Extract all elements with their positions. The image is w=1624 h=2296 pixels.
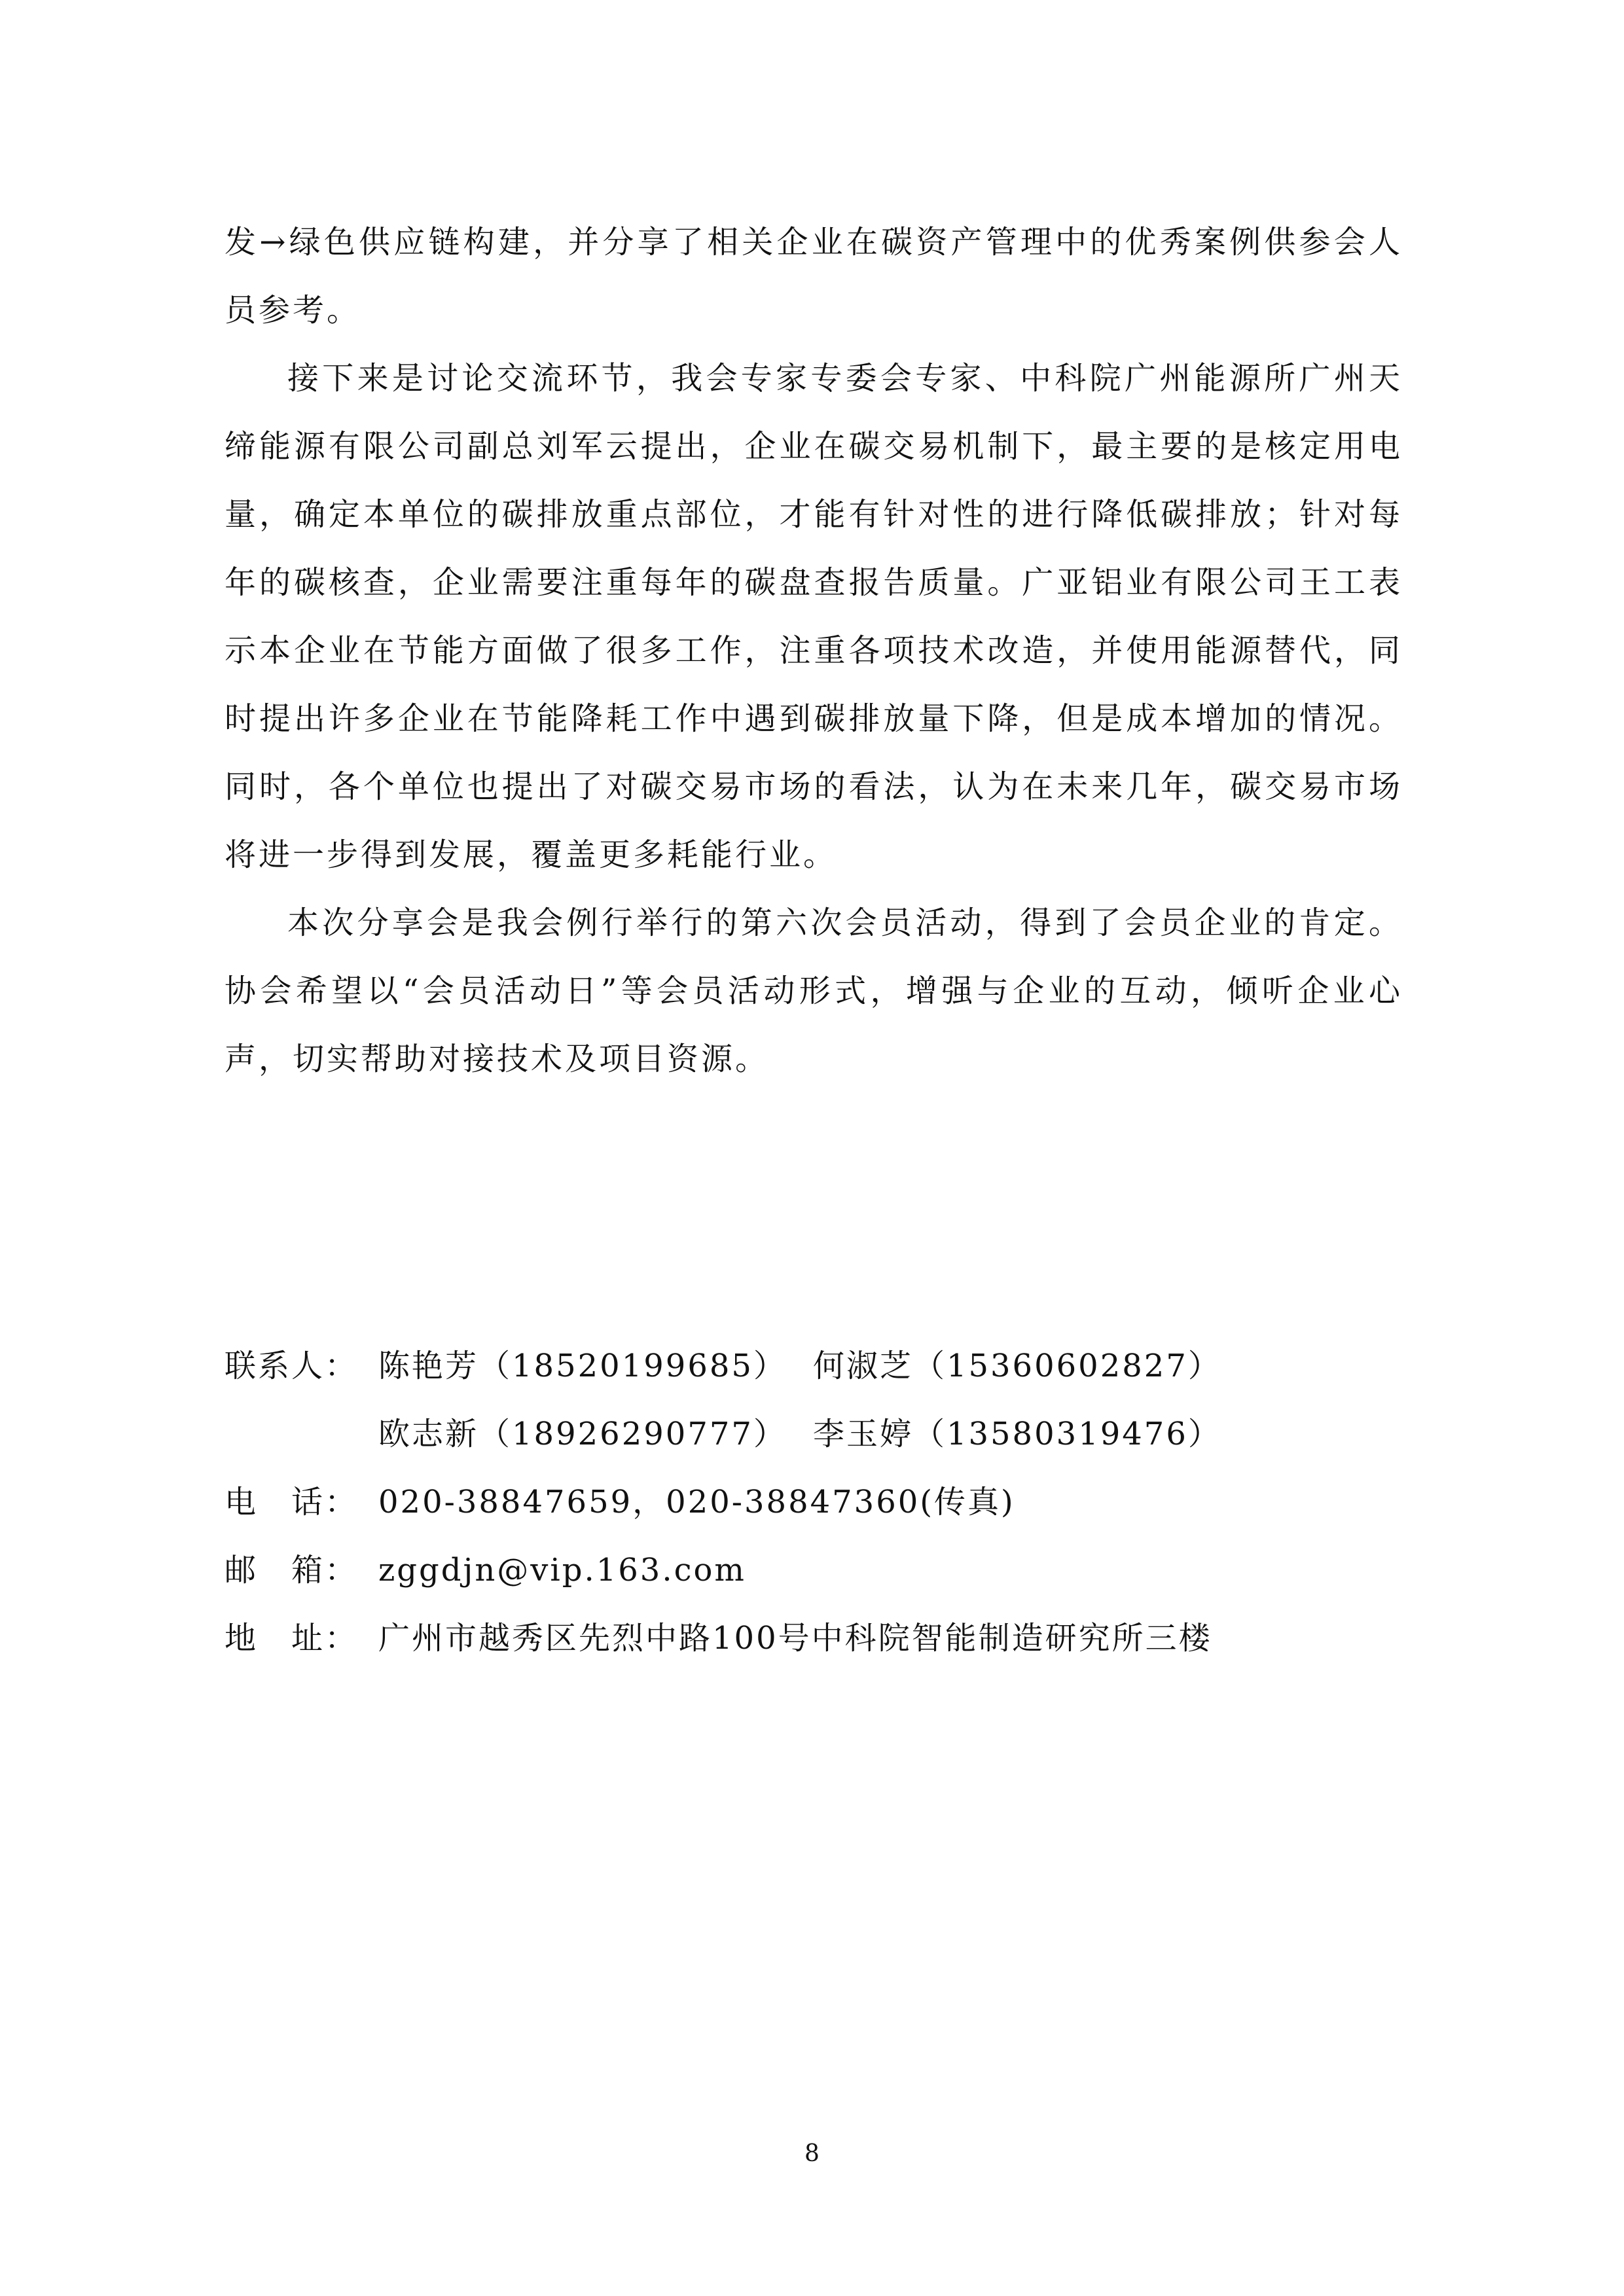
- contact-label: 联系人：: [225, 1348, 359, 1384]
- email-label: 邮 箱：: [225, 1552, 359, 1588]
- contact-person: 何淑芝（15360602827）: [812, 1348, 1221, 1384]
- email-value[interactable]: zggdjn@vip.163.com: [378, 1552, 746, 1588]
- paragraph-discussion: 接下来是讨论交流环节，我会专家专委会专家、中科院广州能源所广州天缔能源有限公司副总刘军云提出，企业在碳交易机制下，最主要的是核定用电量，确定本单位的碳排放重点部位，才能有针对性的进行降低碳排放；针对每年的碳核查，企业需要注重每年的碳盘查报告质量。广亚铝业有限公司王工表示本企业在节能方面做了很多工作，注重各项技术改造，并使用能源替代，同时提出许多企业在节能降耗工作中遇到碳排放量下降，但是成本增加的情况。同时，各个单位也提出了对碳交易市场的看法，认为在未来几年，碳交易市场将进一步得到发展，覆盖更多耗能行业。: [225, 360, 1403, 873]
- contact-person: 李玉婷（13580319476）: [812, 1416, 1221, 1452]
- address-label: 地 址：: [225, 1620, 359, 1657]
- page-number: 8: [804, 2140, 820, 2167]
- address-row: [225, 1604, 1403, 1672]
- phone-value: 020-38847659，020-38847360(传真): [378, 1484, 1015, 1520]
- contact-person: 欧志新（18926290777）: [378, 1416, 787, 1452]
- contact-person: 陈艳芳（18520199685）: [378, 1348, 787, 1384]
- contact-row-1: [225, 1332, 1403, 1400]
- contact-row-2: [225, 1400, 1403, 1468]
- contact-block: [225, 1332, 1403, 1672]
- paragraph-conclusion: 本次分享会是我会例行举行的第六次会员活动，得到了会员企业的肯定。协会希望以“会员活动日”等会员活动形式，增强与企业的互动，倾听企业心声，切实帮助对接技术及项目资源。: [225, 905, 1403, 1077]
- phone-row: [225, 1468, 1403, 1536]
- paragraph-continuation: 发→绿色供应链构建，并分享了相关企业在碳资产管理中的优秀案例供参会人员参考。: [225, 224, 1403, 329]
- phone-label: 电 话：: [225, 1484, 359, 1520]
- body-text: [225, 208, 1403, 1093]
- contact-label-spacer: [225, 1400, 378, 1468]
- email-row: [225, 1536, 1403, 1604]
- address-value: 广州市越秀区先烈中路100号中科院智能制造研究所三楼: [378, 1620, 1212, 1657]
